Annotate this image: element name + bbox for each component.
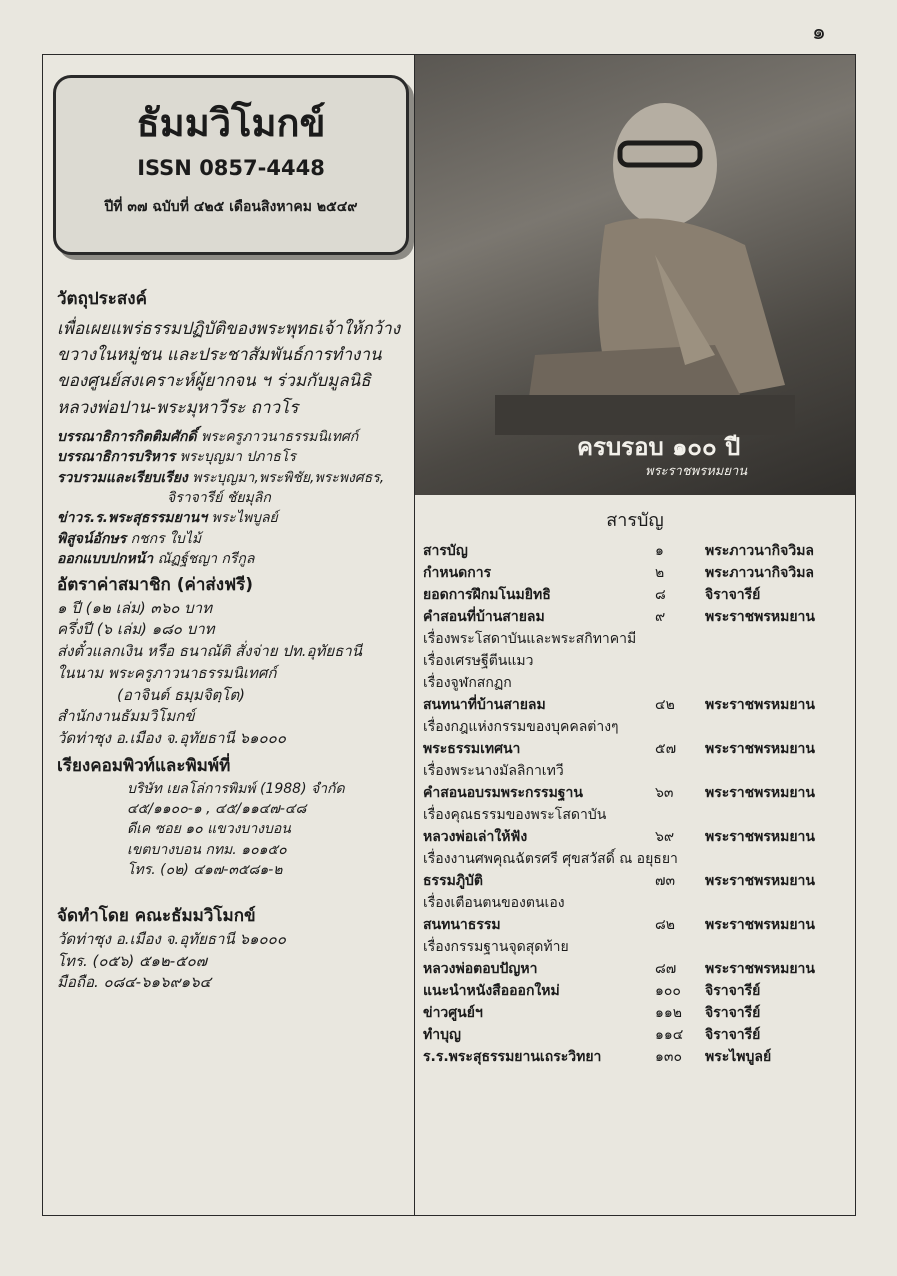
toc-row bbox=[415, 606, 855, 628]
printing-line: ๔๕/๑๑๐๐-๑ , ๔๕/๑๑๔๗-๔๘ bbox=[127, 800, 307, 817]
toc-entry-author: พระราชพรหมยาน bbox=[705, 917, 815, 933]
issn: ISSN 0857-4448 bbox=[137, 155, 325, 180]
toc-entry-title: เรื่องคุณธรรมของพระโสดาบัน bbox=[423, 807, 607, 823]
toc-entry-page: ๒ bbox=[655, 565, 665, 581]
masthead-box bbox=[53, 75, 409, 255]
toc-row bbox=[415, 1002, 855, 1024]
page-frame bbox=[42, 54, 856, 1216]
toc-entry-author: พระราชพรหมยาน bbox=[705, 609, 815, 625]
contents-column bbox=[415, 55, 855, 1215]
page-number: ๑ bbox=[812, 20, 826, 45]
toc-row bbox=[415, 650, 855, 672]
magazine-title: ธัมมวิโมกข์ bbox=[136, 100, 326, 145]
staff-row bbox=[57, 508, 409, 528]
toc-entry-title: เรื่องกรรมฐานจุดสุดท้าย bbox=[423, 939, 569, 955]
staff-row bbox=[57, 488, 409, 508]
staff-row bbox=[57, 549, 409, 569]
publisher-line: มือถือ. ๐๘๔-๖๑๖๙๑๖๔ bbox=[57, 973, 211, 992]
staff-value: กชกร ใบไม้ bbox=[130, 530, 202, 547]
toc-entry-title: คำสอนที่บ้านสายลม bbox=[423, 609, 545, 625]
subscription-heading: อัตราค่าสมาชิก (ค่าส่งฟรี) bbox=[57, 575, 254, 596]
staff-list bbox=[57, 427, 409, 569]
staff-label: ออกแบบปกหน้า bbox=[57, 550, 154, 567]
masthead-details bbox=[57, 283, 409, 994]
staff-value: ณัฏฐ์ชญา กรีกูล bbox=[157, 550, 255, 567]
toc-row bbox=[415, 826, 855, 848]
toc-entry-author: พระราชพรหมยาน bbox=[705, 873, 815, 889]
toc-entry-title: คำสอนอบรมพระกรรมฐาน bbox=[423, 785, 583, 801]
staff-label: บรรณาธิการกิตติมศักดิ์ bbox=[57, 429, 197, 446]
toc-row bbox=[415, 628, 855, 650]
staff-value: พระไพบูลย์ bbox=[211, 510, 278, 527]
toc-entry-author: จิราจารีย์ bbox=[705, 983, 761, 999]
staff-row bbox=[57, 447, 409, 467]
toc-row bbox=[415, 804, 855, 826]
staff-value: พระบุญมา,พระพิชัย,พระพงศธร, bbox=[192, 469, 385, 486]
staff-row bbox=[57, 427, 409, 447]
table-of-contents bbox=[415, 505, 855, 1068]
toc-entry-page: ๕๗ bbox=[655, 741, 677, 757]
publisher-block bbox=[57, 929, 409, 994]
toc-entry-title: พระธรรมเทศนา bbox=[423, 741, 521, 757]
toc-entry-title: หลวงพ่อเล่าให้ฟัง bbox=[423, 829, 528, 845]
toc-list bbox=[415, 540, 855, 1068]
publisher-line: โทร. (๐๕๖) ๕๑๒-๕๐๗ bbox=[57, 951, 207, 970]
staff-value: พระครูภาวนาธรรมนิเทศก์ bbox=[200, 429, 359, 446]
printing-heading: เรียงคอมพิวท์และพิมพ์ที่ bbox=[57, 755, 231, 776]
subscription-line: (อาจินต์ ธมฺมจิตฺโต) bbox=[117, 685, 245, 704]
toc-row bbox=[415, 892, 855, 914]
toc-entry-title: หลวงพ่อตอบปัญหา bbox=[423, 961, 538, 977]
toc-row bbox=[415, 716, 855, 738]
subscription-block bbox=[57, 598, 409, 750]
toc-row bbox=[415, 760, 855, 782]
toc-entry-title: เรื่องเศรษฐีตีนแมว bbox=[423, 653, 534, 669]
toc-row bbox=[415, 848, 855, 870]
toc-entry-title: ร.ร.พระสุธรรมยานเถระวิทยา bbox=[423, 1049, 602, 1065]
toc-entry-author: จิราจารีย์ bbox=[705, 1005, 761, 1021]
toc-entry-page: ๙ bbox=[655, 609, 666, 625]
toc-row bbox=[415, 1024, 855, 1046]
toc-row bbox=[415, 694, 855, 716]
purpose-heading: วัตถุประสงค์ bbox=[57, 289, 147, 309]
subscription-line: ครึ่งปี (๖ เล่ม) ๑๘๐ บาท bbox=[57, 620, 215, 639]
staff-label: ข่าวร.ร.พระสุธรรมยานฯ bbox=[57, 510, 208, 527]
toc-entry-title: เรื่องพระนางมัลลิกาเทวี bbox=[423, 763, 564, 779]
staff-label: รวบรวมและเรียบเรียง bbox=[57, 469, 188, 486]
toc-title: สารบัญ bbox=[606, 510, 664, 531]
toc-entry-page: ๑๐๐ bbox=[655, 983, 681, 999]
toc-entry-author: พระภาวนากิจวิมล bbox=[705, 565, 814, 581]
toc-entry-title: เรื่องเตือนตนของตนเอง bbox=[423, 895, 565, 911]
staff-row bbox=[57, 468, 409, 488]
printing-line: บริษัท เยลโล่การพิมพ์ (1988) จำกัด bbox=[127, 780, 345, 797]
toc-row bbox=[415, 540, 855, 562]
toc-entry-title: แนะนำหนังสือออกใหม่ bbox=[423, 983, 560, 999]
subscription-line: ในนาม พระครูภาวนาธรรมนิเทศก์ bbox=[57, 663, 277, 682]
toc-entry-title: สารบัญ bbox=[423, 543, 468, 559]
toc-row bbox=[415, 782, 855, 804]
subscription-line: ๑ ปี (๑๒ เล่ม) ๓๖๐ บาท bbox=[57, 598, 212, 617]
subscription-line: สำนักงานธัมมวิโมกข์ bbox=[57, 707, 195, 726]
toc-entry-author: จิราจารีย์ bbox=[705, 1027, 761, 1043]
toc-entry-author: พระราชพรหมยาน bbox=[705, 961, 815, 977]
toc-entry-title: ข่าวศูนย์ฯ bbox=[423, 1005, 483, 1021]
toc-row bbox=[415, 672, 855, 694]
staff-label: บรรณาธิการบริหาร bbox=[57, 449, 176, 466]
toc-entry-author: พระภาวนากิจวิมล bbox=[705, 543, 814, 559]
photo-caption: ครบรอบ ๑๐๐ ปี bbox=[577, 433, 741, 461]
info-column bbox=[43, 55, 415, 1215]
photo-signature: พระราชพรหมยาน bbox=[645, 464, 748, 479]
toc-entry-title: กำหนดการ bbox=[423, 565, 492, 581]
toc-entry-title: เรื่องงานศพคุณฉัตรศรี ศุขสวัสดิ์ ณ อยุธยา bbox=[423, 851, 678, 867]
toc-entry-page: ๘๒ bbox=[655, 917, 676, 933]
toc-row bbox=[415, 738, 855, 760]
toc-entry-page: ๖๓ bbox=[655, 785, 674, 801]
toc-entry-page: ๖๙ bbox=[655, 829, 675, 845]
staff-row bbox=[57, 529, 409, 549]
toc-row bbox=[415, 1046, 855, 1068]
toc-entry-title: ทำบุญ bbox=[423, 1027, 461, 1043]
toc-row bbox=[415, 980, 855, 1002]
toc-entry-author: พระราชพรหมยาน bbox=[705, 697, 815, 713]
toc-row bbox=[415, 562, 855, 584]
subscription-line: ส่งตั๋วแลกเงิน หรือ ธนาณัติ สั่งจ่าย ปท.อุทัยธานี bbox=[57, 642, 362, 661]
toc-row bbox=[415, 584, 855, 606]
subscription-line: วัดท่าซุง อ.เมือง จ.อุทัยธานี ๖๑๐๐๐ bbox=[57, 729, 286, 748]
toc-row bbox=[415, 958, 855, 980]
publisher-heading: จัดทำโดย คณะธัมมวิโมกข์ bbox=[57, 906, 256, 927]
toc-entry-author: พระไพบูลย์ bbox=[705, 1049, 772, 1065]
toc-entry-page: ๑ bbox=[655, 543, 664, 559]
printing-line: เขตบางบอน กทม. ๑๐๑๕๐ bbox=[127, 841, 287, 858]
staff-label: พิสูจน์อักษร bbox=[57, 530, 127, 547]
toc-row bbox=[415, 936, 855, 958]
toc-row bbox=[415, 870, 855, 892]
toc-entry-title: สนทนาธรรม bbox=[423, 917, 501, 933]
toc-entry-page: ๑๑๒ bbox=[655, 1005, 683, 1021]
staff-value: พระบุญมา ปภาธโร bbox=[179, 449, 296, 466]
issue-line: ปีที่ ๓๗ ฉบับที่ ๔๒๕ เดือนสิงหาคม ๒๕๔๙ bbox=[104, 198, 358, 215]
toc-entry-title: ยอดการฝึกมโนมยิทธิ bbox=[423, 587, 551, 603]
toc-entry-page: ๔๒ bbox=[655, 697, 675, 713]
toc-entry-title: เรื่องพระโสดาบันและพระสกิทาคามี bbox=[423, 631, 637, 647]
printing-line: โทร. (๐๒) ๔๑๗-๓๕๘๑-๒ bbox=[127, 861, 283, 878]
printing-line: ดีเค ซอย ๑๐ แขวงบางบอน bbox=[127, 821, 291, 838]
printing-block bbox=[57, 779, 409, 880]
toc-entry-author: พระราชพรหมยาน bbox=[705, 741, 815, 757]
toc-entry-author: พระราชพรหมยาน bbox=[705, 785, 815, 801]
toc-entry-page: ๗๓ bbox=[655, 873, 676, 889]
toc-entry-page: ๘๗ bbox=[655, 961, 677, 977]
toc-entry-title: เรื่องกฎแห่งกรรมของบุคคลต่างๆ bbox=[423, 719, 619, 735]
toc-entry-author: จิราจารีย์ bbox=[705, 587, 761, 603]
toc-entry-page: ๑๑๔ bbox=[655, 1027, 684, 1043]
staff-value: จิราจารีย์ ชัยมุลิก bbox=[167, 489, 271, 506]
toc-entry-page: ๑๓๐ bbox=[655, 1049, 683, 1065]
toc-entry-author: พระราชพรหมยาน bbox=[705, 829, 815, 845]
toc-entry-page: ๘ bbox=[655, 587, 666, 603]
publisher-line: วัดท่าซุง อ.เมือง จ.อุทัยธานี ๖๑๐๐๐ bbox=[57, 929, 286, 948]
toc-entry-title: ธรรมภูิบัติ bbox=[423, 873, 484, 889]
toc-entry-title: สนทนาที่บ้านสายลม bbox=[423, 697, 546, 713]
toc-entry-title: เรื่องจูฬกสกฏก bbox=[423, 675, 512, 691]
purpose-text: เพื่อเผยแพร่ธรรมปฏิบัติของพระพุทธเจ้าให้กว้างขวางในหมู่ชน และประชาสัมพันธ์การทำงานของศูนย์สงเคราะห์ผู้ยากจน ฯ ร่วมกับมูลนิธิหลวงพ่อปาน-พระมุหาวีระ ถาวโร bbox=[57, 318, 401, 418]
toc-row bbox=[415, 914, 855, 936]
cover-photo bbox=[415, 55, 855, 495]
